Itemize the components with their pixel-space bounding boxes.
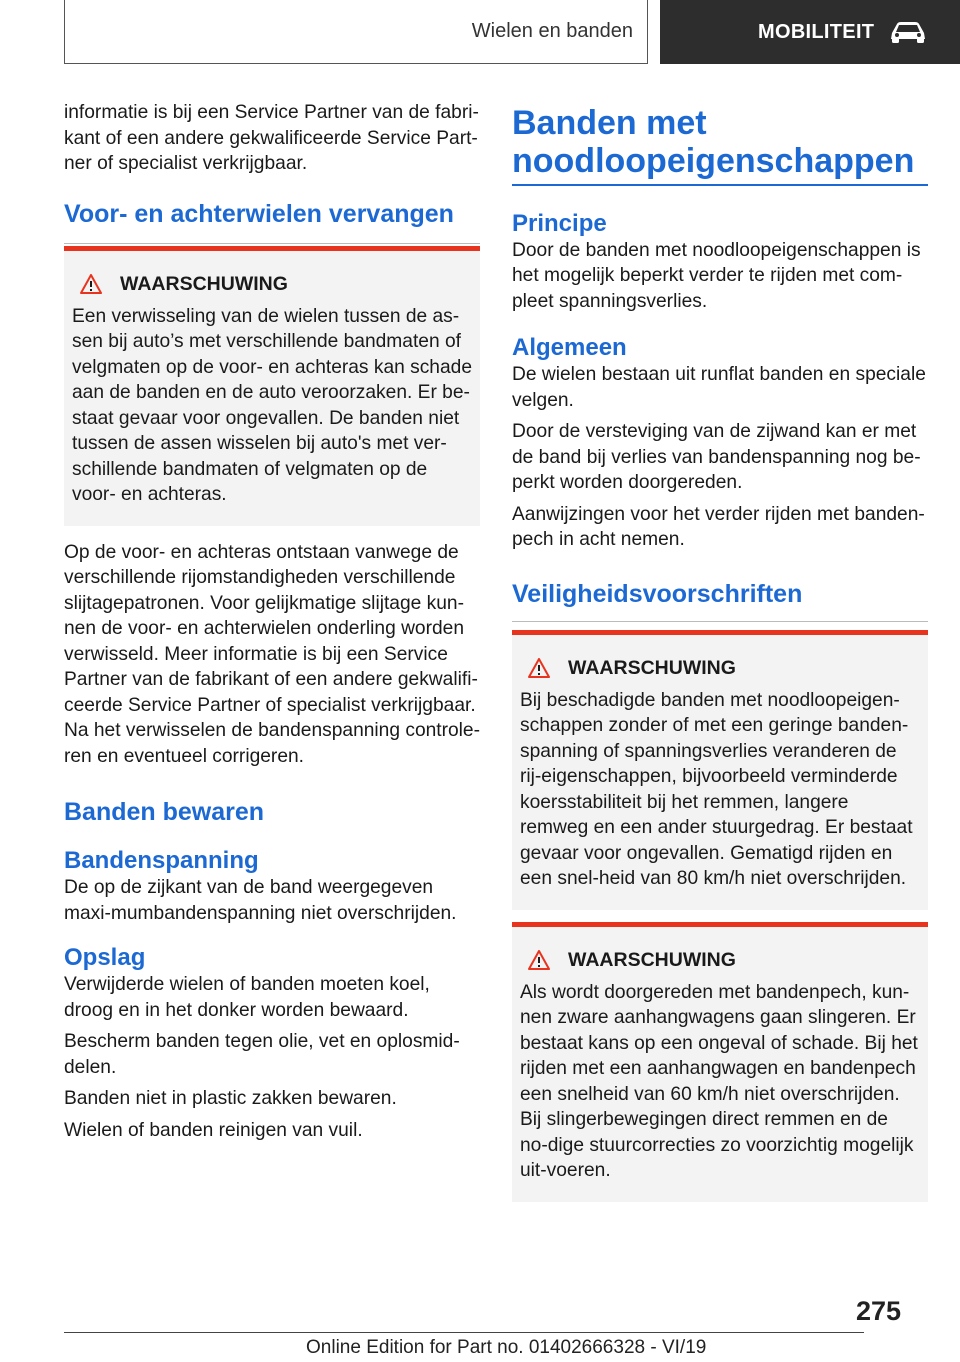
heading-general: Algemeen xyxy=(512,334,627,361)
warning-text: Bij beschadigde banden met noodloopeigen-schappen zonder of met een geringe banden-spanning of spanningsverlies veranderen de rij-eigenschappen, bijvoorbeeld verminderde koersstabiliteit bij het remmen, langere remweg en een ander stuurgedrag. Er bestaat gevaar voor ongevallen. Gematigd rijden en een snel-heid van 80 km/h niet overschrijden. xyxy=(520,689,913,889)
heading-storage: Opslag xyxy=(64,944,146,971)
heading-swap-wheels: Voor- en achterwielen vervangen xyxy=(64,199,454,228)
general-paragraph-3: Aanwijzingen voor het verder rijden met banden-pech in acht nemen. xyxy=(512,503,925,550)
general-paragraph-2: Door de versteviging van de zijwand kan er met de band bij verlies van bandenspanning nog be-perkt worden doorgereden. xyxy=(512,421,921,493)
warning-box-3 xyxy=(512,922,928,1202)
section-header xyxy=(64,0,648,64)
warning-box-1 xyxy=(64,246,480,526)
warning-title: WAARSCHUWING xyxy=(120,272,288,295)
warning-text: Als wordt doorgereden met bandenpech, kun-nen zware aanhangwagens gaan slingeren. Er bestaat kans op een ongeval of schade. Bij het rijden met een aanhangwagen en bandenpech een snelheid van 60 km/h niet overschrijden. Bij slingerbewegingen direct remmen en de no-dige stuurcorrecties zo voorzichtig mogelijk uit-voeren. xyxy=(520,981,918,1181)
storage-paragraph-4: Wielen of banden reinigen van vuil. xyxy=(64,1119,363,1141)
general-paragraph-1: De wielen bestaan uit runflat banden en speciale velgen. xyxy=(512,364,926,411)
warning-triangle-icon xyxy=(528,658,550,678)
heading-tyre-pressure: Bandenspanning xyxy=(64,847,259,874)
pressure-paragraph: De op de zijkant van de band weergegeven maxi-mumbandenspanning niet overschrijden. xyxy=(64,877,457,924)
page-number: 275 xyxy=(856,1296,902,1326)
principle-paragraph: Door de banden met noodloopeigenschappen is het mogelijk beperkt verder te rijden met com-pleet spanningsverlies. xyxy=(512,239,921,312)
warning-box-2 xyxy=(512,630,928,910)
heading-runflat: Banden met noodloopeigenschappen xyxy=(512,104,915,180)
chapter-tab[interactable] xyxy=(660,0,960,64)
warning-text: Een verwisseling van de wielen tussen de as-sen bij auto’s met verschillende bandmaten of velgmaten op de voor- en achteras kan schade aan de banden en de auto veroorzaken. Er be-staat gevaar voor ongevallen. De banden niet tussen de assen wisselen bij auto's met ver-schillende bandmaten of velgmaten op de voor- en achteras. xyxy=(72,305,472,505)
left-column xyxy=(64,100,480,1149)
heading-safety: Veiligheidsvoorschriften xyxy=(512,579,803,608)
edition-footer: Online Edition for Part no. 01402666328 - VI/19 xyxy=(306,1337,707,1358)
storage-paragraph-2: Bescherm banden tegen olie, vet en oplosmid-delen. xyxy=(64,1031,460,1078)
warning-title: WAARSCHUWING xyxy=(568,656,736,679)
intro-paragraph: informatie is bij een Service Partner van de fabri-kant of een andere gekwalificeerde Service Part-ner of specialist verkrijgbaar. xyxy=(64,102,479,174)
storage-paragraph-1: Verwijderde wielen of banden moeten koel, droog en in het donker worden bewaard. xyxy=(64,974,430,1021)
right-column xyxy=(512,100,928,1202)
warning-triangle-icon xyxy=(528,950,550,970)
storage-paragraph-3: Banden niet in plastic zakken bewaren. xyxy=(64,1088,397,1109)
swap-paragraph: Op de voor- en achteras ontstaan vanwege de verschillende rijomstandigheden verschillende slijtagepatronen. Voor gelijkmatige slijtage kun-nen de voor- en achterwielen onderling worden verwisseld. Meer informatie is bij een Service Partner van de fabrikant of een andere gekwalifi-ceerde Service Partner of specialist verkrijgbaar. Na het verwisselen de bandenspanning controle-ren en eventueel corrigeren. xyxy=(64,541,480,767)
chapter-title: MOBILITEIT xyxy=(758,20,875,43)
section-title: Wielen en banden xyxy=(471,20,633,42)
heading-store-tyres: Banden bewaren xyxy=(64,798,265,826)
warning-triangle-icon xyxy=(80,274,102,294)
heading-principle: Principe xyxy=(512,209,607,237)
footer-divider xyxy=(64,1332,864,1333)
warning-title: WAARSCHUWING xyxy=(568,948,736,971)
car-icon xyxy=(888,19,928,45)
